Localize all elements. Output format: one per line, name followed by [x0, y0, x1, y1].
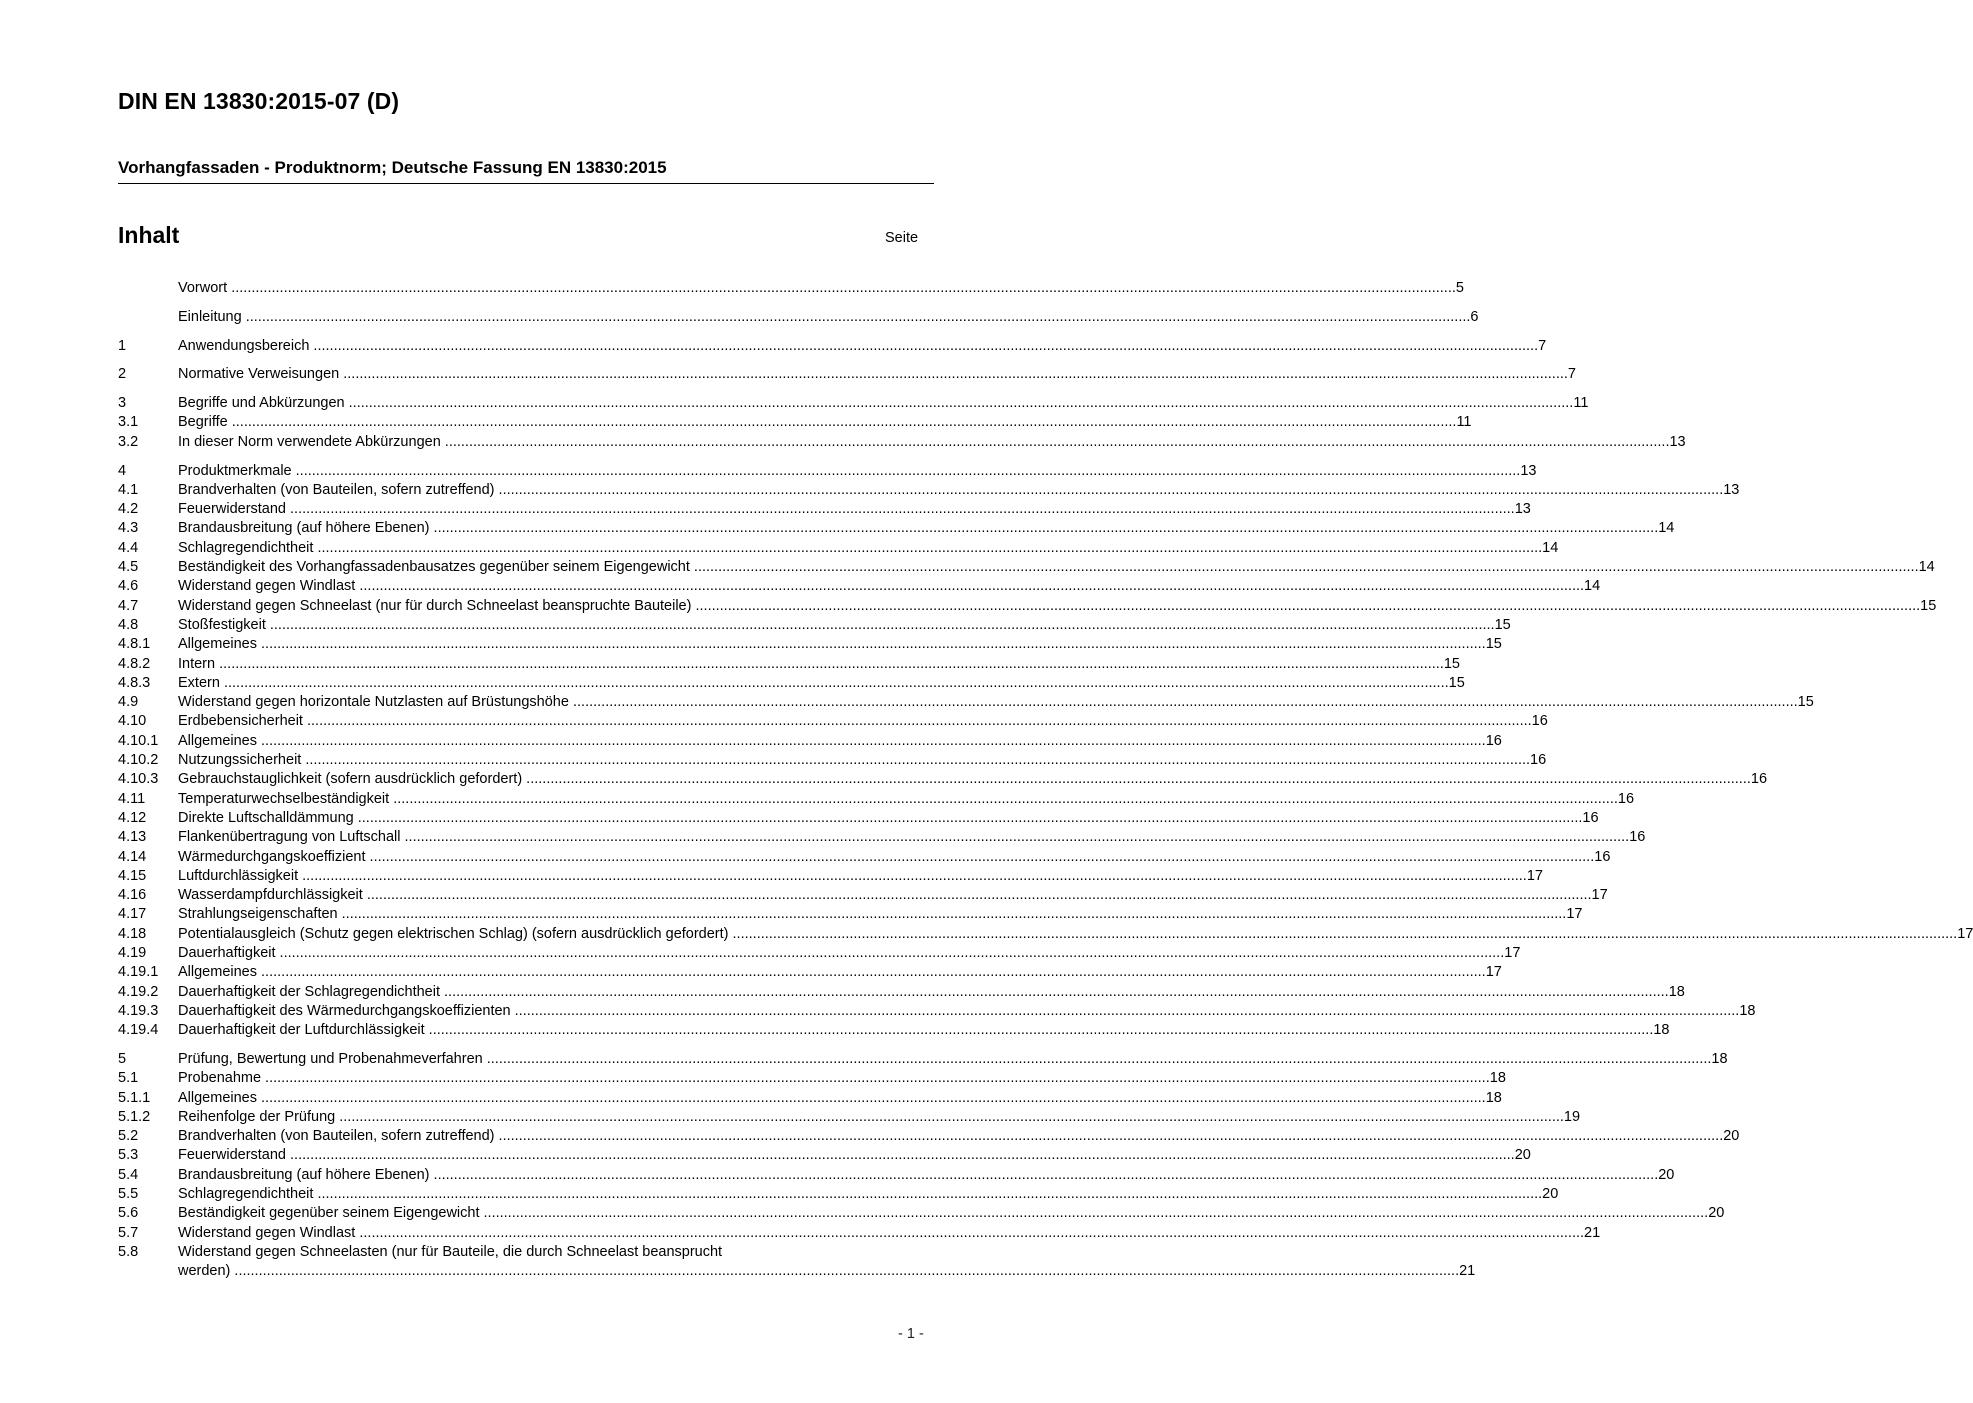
toc-entry-number: 4.8: [118, 616, 139, 633]
toc-entry-number: 5.4: [118, 1166, 139, 1183]
toc-entry-page: 7: [1538, 337, 1547, 354]
toc-entry-page: 14: [1542, 539, 1559, 556]
toc-entry-number: 4.2: [118, 501, 139, 518]
toc-entry-title: Brandausbreitung (auf höhere Ebenen) .....: [178, 519, 1658, 538]
toc-entry-number: 4.4: [118, 539, 139, 556]
toc-entry-title: Produktmerkmale .....: [178, 462, 1520, 481]
toc-group: [118, 1050, 1740, 1282]
toc-entry-page: 18: [1485, 1089, 1502, 1106]
toc-entry-title: Allgemeines .....: [178, 635, 1486, 654]
toc-entry-title: Widerstand gegen horizontale Nutzlasten auf Brüstungshöhe .....: [178, 693, 1798, 712]
toc-entry-title: Normative Verweisungen .....: [178, 365, 1568, 384]
toc-entry-number: 4.15: [118, 867, 147, 884]
toc-entry-number: 4.19.4: [118, 1022, 159, 1039]
toc-entry-number: 4.10.2: [118, 752, 159, 769]
toc-entry-title: Feuerwiderstand .....: [178, 1146, 1515, 1165]
toc-entry[interactable]: [118, 1166, 1675, 1185]
toc-entry-title: In dieser Norm verwendete Abkürzungen .....: [178, 433, 1669, 452]
toc-entry-page: 13: [1520, 462, 1537, 479]
toc-entry-page: 17: [1526, 867, 1543, 884]
toc-entry-page: 16: [1594, 848, 1611, 865]
toc-entry-title: Stoßfestigkeit .....: [178, 616, 1495, 635]
toc-entry[interactable]: [118, 279, 1464, 298]
toc-entry-title: Feuerwiderstand .....: [178, 500, 1515, 519]
toc-entry-page: 21: [1584, 1224, 1601, 1241]
page-number: - 1 -: [898, 1326, 924, 1342]
toc-entry-number: 5.1.2: [118, 1108, 151, 1125]
toc-entry[interactable]: [118, 394, 1589, 413]
toc-entry[interactable]: [118, 693, 1814, 712]
toc-entry-page: 16: [1531, 713, 1548, 730]
toc-entry-page: 16: [1617, 790, 1635, 807]
toc-entry[interactable]: [118, 481, 1740, 500]
toc-entry-page: 18: [1653, 1022, 1670, 1039]
toc-entry-number: 4.9: [118, 694, 139, 711]
document-title: DIN EN 13830:2015-07 (D): [118, 88, 400, 114]
toc-entry-title: Allgemeines .....: [178, 732, 1486, 751]
toc-entry[interactable]: [118, 500, 1531, 519]
toc-entry-number: 4.8.2: [118, 655, 151, 672]
toc-entry-page: 20: [1723, 1128, 1740, 1145]
toc-entry-title: Einleitung .....: [178, 308, 1470, 327]
toc-entry[interactable]: [118, 655, 1460, 674]
toc-entry-page: 20: [1514, 1147, 1531, 1164]
toc-entry-number: 5.5: [118, 1186, 139, 1203]
toc-entry[interactable]: [118, 539, 1559, 558]
toc-entry-page: 17: [1504, 945, 1521, 961]
toc-entry-page: 18: [1739, 1002, 1756, 1019]
toc-entry[interactable]: [118, 1089, 1502, 1108]
toc-entry-page: 20: [1542, 1186, 1559, 1203]
toc-entry[interactable]: [118, 1002, 1756, 1021]
toc-entry-number: 5.8: [118, 1243, 139, 1260]
toc-entry-number: 3.2: [118, 433, 139, 450]
toc-entry[interactable]: [118, 1146, 1531, 1165]
toc-entry-page: 15: [1485, 636, 1502, 653]
toc-entry[interactable]: [118, 790, 1635, 809]
toc-entry[interactable]: [118, 983, 1685, 1002]
toc-entry[interactable]: [118, 1021, 1670, 1040]
toc-entry[interactable]: [118, 674, 1465, 693]
toc-entry[interactable]: [118, 944, 1521, 963]
toc-entry-number: 4.12: [118, 809, 147, 826]
toc-heading: Inhalt: [118, 222, 180, 248]
toc-entry-title: Brandverhalten (von Bauteilen, sofern zutreffend) .....: [178, 481, 1723, 500]
toc-entry-number: 4.19: [118, 945, 147, 961]
toc-entry[interactable]: [118, 712, 1548, 731]
toc-entry-title: Vorwort .....: [178, 279, 1456, 298]
toc-entry-page: 15: [1443, 655, 1460, 672]
toc-entry[interactable]: [118, 1050, 1728, 1069]
toc-entry[interactable]: [118, 577, 1601, 596]
toc-entry-title: Reihenfolge der Prüfung .....: [178, 1108, 1564, 1127]
toc-entry-page: 17: [1591, 887, 1608, 904]
toc-entry-page: 5: [1455, 280, 1464, 296]
toc-entry[interactable]: [118, 616, 1511, 635]
toc-entry-page: 13: [1669, 433, 1686, 450]
toc-entry-number: 4.5: [118, 559, 139, 576]
toc-group: [118, 337, 1547, 356]
toc-entry-page: 17: [1485, 964, 1502, 981]
toc-entry[interactable]: [118, 1224, 1601, 1243]
toc-entry-title: Gebrauchstauglichkeit (sofern ausdrücklich gefordert) .....: [178, 770, 1751, 789]
toc-entry[interactable]: [118, 867, 1543, 886]
toc-group: [118, 394, 1686, 452]
toc-entry-number: 4.10.1: [118, 732, 159, 749]
toc-entry-number: 4.16: [118, 887, 147, 904]
toc-entry[interactable]: [118, 635, 1502, 654]
toc-entry[interactable]: [118, 848, 1611, 867]
toc-entry[interactable]: [118, 413, 1472, 432]
toc-entry-page: 18: [1489, 1070, 1506, 1087]
toc-entry-number: 4.13: [118, 829, 147, 846]
toc-entry-page: 17: [1566, 906, 1583, 923]
toc-entry-page: 14: [1584, 578, 1601, 595]
toc-entry[interactable]: [118, 1108, 1581, 1127]
toc-entry-number: 5.2: [118, 1128, 139, 1145]
toc-entry-number: 4.6: [118, 578, 139, 595]
toc-entry-page: 16: [1750, 771, 1768, 788]
toc-entry-number: 4.3: [118, 520, 139, 537]
document-subtitle: Vorhangfassaden - Produktnorm; Deutsche Fassung EN 13830:2015: [118, 158, 934, 184]
toc-entry-title: Dauerhaftigkeit .....: [178, 944, 1504, 963]
toc-entry-title: Widerstand gegen Schneelasten (nur für Bauteile, die durch Schneelast beansprucht: [178, 1243, 723, 1260]
toc-entry-title: Dauerhaftigkeit des Wärmedurchgangskoeffizienten .....: [178, 1002, 1739, 1021]
toc-entry-number: 2: [118, 366, 127, 383]
toc-entry-number: 4.8.3: [118, 674, 151, 691]
toc-entry-page: 19: [1563, 1108, 1581, 1125]
toc-group: [118, 308, 1479, 327]
toc-entry-page: 20: [1658, 1166, 1675, 1183]
toc-entry-page: 16: [1582, 809, 1599, 826]
toc-entry-title: Direkte Luftschalldämmung .....: [178, 809, 1582, 828]
toc-entry[interactable]: [118, 1069, 1506, 1088]
toc-group: [118, 279, 1464, 298]
toc-entry-title: Strahlungseigenschaften .....: [178, 905, 1566, 924]
toc-entry[interactable]: [118, 308, 1479, 327]
table-of-contents: [118, 279, 1973, 1291]
toc-entry-number: 5.6: [118, 1205, 139, 1222]
toc-entry-page: 11: [1456, 414, 1472, 431]
toc-entry-page: 16: [1530, 752, 1547, 769]
toc-entry-title: Beständigkeit gegenüber seinem Eigengewicht .....: [178, 1204, 1708, 1223]
toc-entry-title: Begriffe .....: [178, 413, 1456, 432]
toc-entry-number: 4.10.3: [118, 771, 159, 788]
toc-entry-page: 15: [1448, 674, 1465, 691]
toc-entry-title: Dauerhaftigkeit der Schlagregendichtheit .....: [178, 983, 1669, 1002]
toc-entry[interactable]: [118, 1243, 1476, 1282]
toc-entry-page: 13: [1514, 501, 1531, 518]
toc-entry-title-continued: werden) .....: [178, 1262, 1459, 1281]
toc-entry-number: 4.7: [118, 597, 139, 614]
toc-entry-number: 4.14: [118, 848, 147, 865]
toc-entry-title: Prüfung, Bewertung und Probenahmeverfahren .....: [178, 1050, 1711, 1069]
toc-entry-title: Widerstand gegen Schneelast (nur für durch Schneelast beanspruchte Bauteile) .....: [178, 597, 1920, 616]
toc-entry-title: Beständigkeit des Vorhangfassadenbausatzes gegenüber seinem Eigengewicht .....: [178, 558, 1919, 577]
toc-entry[interactable]: [118, 732, 1502, 751]
toc-entry[interactable]: [118, 1185, 1559, 1204]
toc-entry-page: 7: [1567, 366, 1576, 383]
toc-entry-title: Potentialausgleich (Schutz gegen elektrischen Schlag) (sofern ausdrücklich gefordert) .....: [178, 925, 1957, 944]
toc-entry[interactable]: [118, 963, 1502, 982]
toc-entry-title: Anwendungsbereich .....: [178, 337, 1538, 356]
toc-entry-title: Luftdurchlässigkeit .....: [178, 867, 1527, 886]
toc-entry-number: 4.19.2: [118, 983, 159, 1000]
toc-page-column-label: Seite: [885, 230, 919, 246]
toc-entry-number: 5.1: [118, 1070, 139, 1087]
toc-entry[interactable]: [118, 597, 1937, 616]
toc-entry-page: 15: [1920, 597, 1937, 614]
toc-entry[interactable]: [118, 337, 1547, 356]
toc-entry-title: Temperaturwechselbeständigkeit .....: [178, 790, 1618, 809]
toc-entry-title: Probenahme .....: [178, 1069, 1490, 1088]
toc-entry-title: Extern .....: [178, 674, 1449, 693]
toc-entry-title: Intern .....: [178, 655, 1444, 674]
toc-entry-number: 4.17: [118, 906, 147, 923]
toc-entry-page: 11: [1573, 395, 1589, 412]
toc-entry-number: 3: [118, 395, 127, 412]
toc-entry-number: 4.19.3: [118, 1002, 159, 1019]
toc-entry-title: Allgemeines .....: [178, 963, 1486, 982]
toc-entry-number: 4.1: [118, 481, 139, 498]
toc-entry[interactable]: [118, 828, 1646, 847]
toc-entry-page: 14: [1658, 520, 1675, 537]
toc-entry-title: Widerstand gegen Windlast .....: [178, 577, 1584, 596]
toc-entry-page: 21: [1459, 1263, 1476, 1280]
toc-entry[interactable]: [118, 519, 1675, 538]
toc-entry-number: 1: [118, 337, 127, 354]
toc-entry-number: 5.7: [118, 1224, 139, 1241]
toc-entry-number: 4.10: [118, 713, 147, 730]
toc-entry-number: 4: [118, 462, 127, 479]
toc-entry-title: Dauerhaftigkeit der Luftdurchlässigkeit .....: [178, 1021, 1653, 1040]
toc-entry[interactable]: [118, 751, 1547, 770]
toc-entry-number: 4.11: [118, 790, 146, 807]
toc-entry[interactable]: [118, 886, 1608, 905]
toc-entry-title: Allgemeines .....: [178, 1089, 1486, 1108]
toc-entry-page: 15: [1494, 616, 1511, 633]
toc-entry-page: 13: [1723, 481, 1740, 498]
toc-entry[interactable]: [118, 433, 1686, 452]
toc-entry-title: Schlagregendichtheit .....: [178, 539, 1542, 558]
toc-entry-title: Begriffe und Abkürzungen .....: [178, 394, 1573, 413]
toc-entry[interactable]: [118, 770, 1768, 789]
toc-entry-page: 18: [1711, 1050, 1728, 1067]
toc-entry[interactable]: [118, 1204, 1725, 1223]
toc-entry-title: Flankenübertragung von Luftschall .....: [178, 828, 1629, 847]
toc-entry-number: 5.1.1: [118, 1089, 151, 1106]
toc-entry-title: Nutzungssicherheit .....: [178, 751, 1530, 770]
toc-entry[interactable]: [118, 905, 1583, 924]
toc-entry[interactable]: [118, 1127, 1740, 1146]
toc-entry-number: 4.18: [118, 925, 147, 942]
toc-entry[interactable]: [118, 365, 1576, 384]
toc-entry-page: 6: [1470, 308, 1479, 325]
toc-entry-number: 4.8.1: [118, 636, 151, 653]
toc-entry-title: Schlagregendichtheit .....: [178, 1185, 1542, 1204]
toc-entry-title: Brandausbreitung (auf höhere Ebenen) .....: [178, 1166, 1658, 1185]
toc-entry-title: Wärmedurchgangskoeffizient .....: [178, 848, 1594, 867]
toc-entry-number: 4.19.1: [118, 964, 159, 981]
toc-entry[interactable]: [118, 925, 1973, 944]
toc-entry-number: 5: [118, 1050, 127, 1067]
toc-entry-title: Brandverhalten (von Bauteilen, sofern zutreffend) .....: [178, 1127, 1723, 1146]
toc-entry-number: 5.3: [118, 1147, 139, 1164]
toc-entry-title: Erdbebensicherheit .....: [178, 712, 1532, 731]
toc-entry-page: 20: [1708, 1205, 1725, 1222]
toc-entry-page: 16: [1629, 829, 1646, 846]
toc-entry-title: Wasserdampfdurchlässigkeit .....: [178, 886, 1592, 905]
toc-entry-page: 17: [1957, 925, 1973, 942]
toc-entry-page: 18: [1668, 983, 1685, 1000]
toc-entry-page: 14: [1918, 559, 1935, 576]
toc-group: [118, 365, 1576, 384]
toc-entry[interactable]: [118, 462, 1537, 481]
toc-entry[interactable]: [118, 558, 1935, 577]
toc-entry-title: Widerstand gegen Windlast .....: [178, 1224, 1584, 1243]
toc-entry-page: 15: [1797, 694, 1814, 711]
toc-entry[interactable]: [118, 809, 1599, 828]
toc-group: [118, 462, 1973, 1041]
toc-entry-page: 16: [1485, 732, 1502, 749]
toc-entry-number: 3.1: [118, 414, 139, 431]
